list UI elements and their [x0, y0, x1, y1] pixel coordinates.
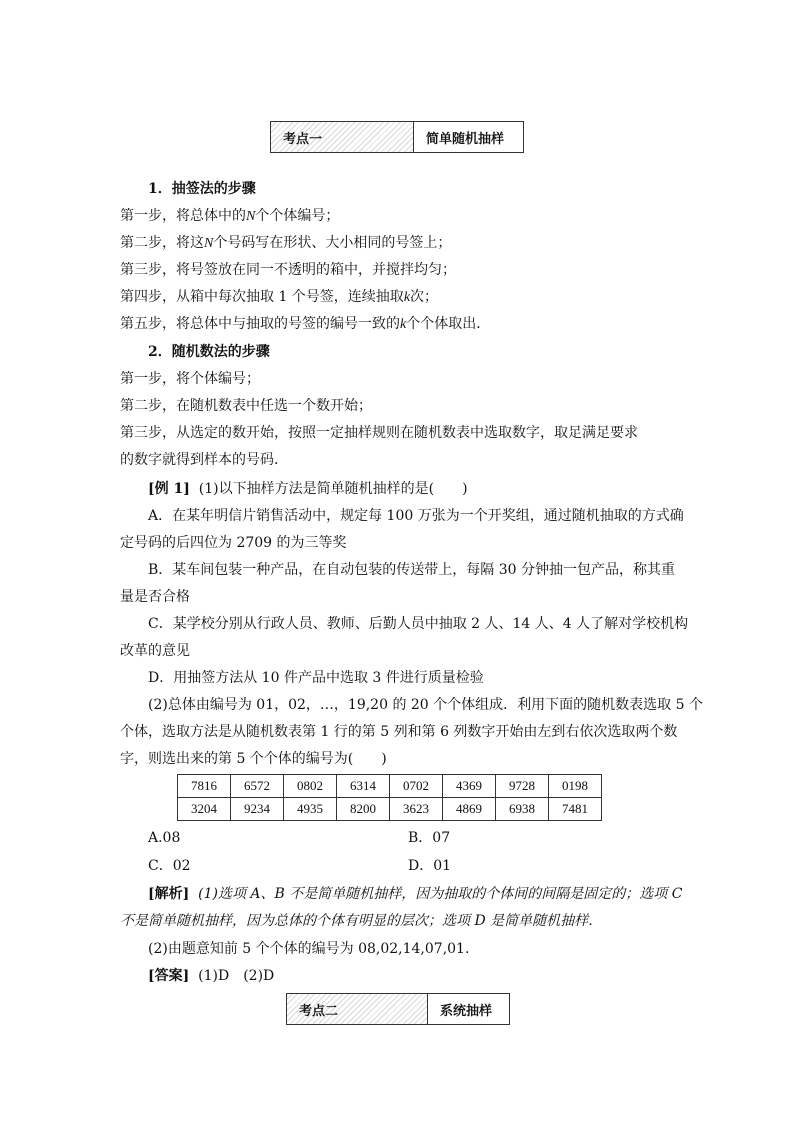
option-A: A.08	[148, 830, 181, 846]
option-A-line-2: 定号码的后四位为 2709 的为三等奖	[120, 535, 347, 551]
section-header-1-label: 考点一	[271, 122, 414, 152]
table-cell: 8200	[337, 798, 390, 821]
table-cell: 4869	[443, 798, 496, 821]
s1-step-5-b: 个个体取出．	[406, 316, 491, 332]
s1-step-4	[120, 288, 438, 307]
option-B-line-2: 量是否合格	[120, 589, 190, 605]
s1-step-5-a: 第五步，将总体中与抽取的号签的编号一致的	[120, 316, 400, 332]
s2-step-3: 第三步，从选定的数开始，按照一定抽样规则在随机数表中选取数字，取足满足要求	[120, 425, 638, 441]
option-B-line-1: B．某车间包装一种产品，在自动包装的传送带上，每隔 30 分钟抽一包产品，称其重	[148, 562, 676, 578]
s1-step-4-a: 第四步，从箱中每次抽取 1 个号签，连续抽取	[120, 289, 404, 305]
section-header-2-title: 系统抽样	[440, 1003, 493, 1019]
s2-step-1: 第一步，将个体编号；	[120, 371, 260, 387]
example-q1-text: (1)以下抽样方法是简单随机抽样的是( )	[198, 481, 468, 497]
s1-step-1	[120, 207, 339, 226]
table-row	[178, 775, 602, 798]
section-header-1-title: 简单随机抽样	[426, 131, 505, 147]
s1-title: 1．抽签法的步骤	[148, 181, 256, 197]
s1-step-2-a: 第二步，将这	[120, 235, 204, 251]
option-C-line-2: 改革的意见	[120, 643, 190, 659]
section-header-2	[286, 993, 510, 1025]
s2-title: 2．随机数法的步骤	[148, 344, 270, 360]
section-header-1	[270, 121, 524, 153]
option-B: B．07	[408, 830, 451, 846]
table-cell: 7481	[549, 798, 602, 821]
table-cell: 4369	[443, 775, 496, 798]
solution-line-3: (2)由题意知前 5 个个体的编号为 08,02,14,07,01.	[148, 941, 470, 957]
option-C: C．02	[148, 858, 191, 874]
var-k: k	[400, 317, 407, 332]
solution-line-2: 不是简单随机抽样，因为总体的个体有明显的层次；选项 D 是简单随机抽样．	[120, 913, 603, 929]
solution-tag: [解析]	[148, 886, 190, 902]
solution-line-1	[148, 885, 682, 903]
table-cell: 4935	[284, 798, 337, 821]
table-cell: 0702	[390, 775, 443, 798]
var-k: k	[403, 290, 411, 305]
table-cell: 3204	[178, 798, 231, 821]
var-N: N	[204, 236, 214, 251]
var-N: N	[246, 209, 256, 224]
example-question-2-line-3: 字，则选出来的第 5 个个体的编号为( )	[120, 751, 387, 767]
table-cell: 6572	[231, 775, 284, 798]
table-cell: 9234	[231, 798, 284, 821]
example-question-2-line-1: (2)总体由编号为 01，02，…，19,20 的 20 个个体组成．利用下面的随机数表选取 5 个	[148, 697, 703, 713]
s1-step-1-b: 个个体编号；	[255, 208, 340, 224]
s1-step-3: 第三步，将号签放在同一不透明的箱中，并搅拌均匀；	[120, 262, 456, 278]
answer-tag: [答案]	[148, 968, 190, 984]
table-cell: 0198	[549, 775, 602, 798]
table-cell: 9728	[496, 775, 549, 798]
answer-line	[148, 967, 274, 985]
table-cell: 6314	[337, 775, 390, 798]
table-row	[178, 798, 602, 821]
s2-step-2: 第二步，在随机数表中任选一个数开始；	[120, 398, 372, 414]
table-cell: 3623	[390, 798, 443, 821]
s1-step-2-b: 个号码写在形状、大小相同的号签上；	[213, 235, 452, 251]
option-D-line-1: D．用抽签方法从 10 件产品中选取 3 件进行质量检验	[148, 670, 484, 686]
option-C-line-1: C．某学校分别从行政人员、教师、后勤人员中抽取 2 人、14 人、4 人了解对学校机构	[148, 616, 689, 632]
option-D: D．01	[408, 858, 452, 874]
answer-text: (1)D (2)D	[198, 968, 275, 984]
s1-step-2	[120, 234, 451, 253]
s1-step-4-b: 次；	[410, 289, 439, 305]
s1-step-1-a: 第一步，将总体中的	[120, 208, 246, 224]
option-A-line-1: A．在某年明信片销售活动中，规定每 100 万张为一个开奖组，通过随机抽取的方式确	[148, 508, 684, 524]
s2-step-3-cont: 的数字就得到样本的号码．	[120, 452, 288, 468]
random-number-table	[177, 774, 602, 821]
table-cell: 6938	[496, 798, 549, 821]
example-question-1	[148, 480, 468, 498]
table-cell: 7816	[178, 775, 231, 798]
example-tag: [例 1]	[148, 481, 190, 497]
table-cell: 0802	[284, 775, 337, 798]
example-question-2-line-2: 个体，选取方法是从随机数表第 1 行的第 5 列和第 6 列数字开始由左到右依次选取两个数	[120, 724, 678, 740]
s1-step-5	[120, 315, 490, 334]
solution-text-1: (1)选项 A、B 不是简单随机抽样，因为抽取的个体间的间隔是固定的；选项 C	[198, 886, 683, 902]
section-header-2-label: 考点二	[287, 994, 428, 1024]
